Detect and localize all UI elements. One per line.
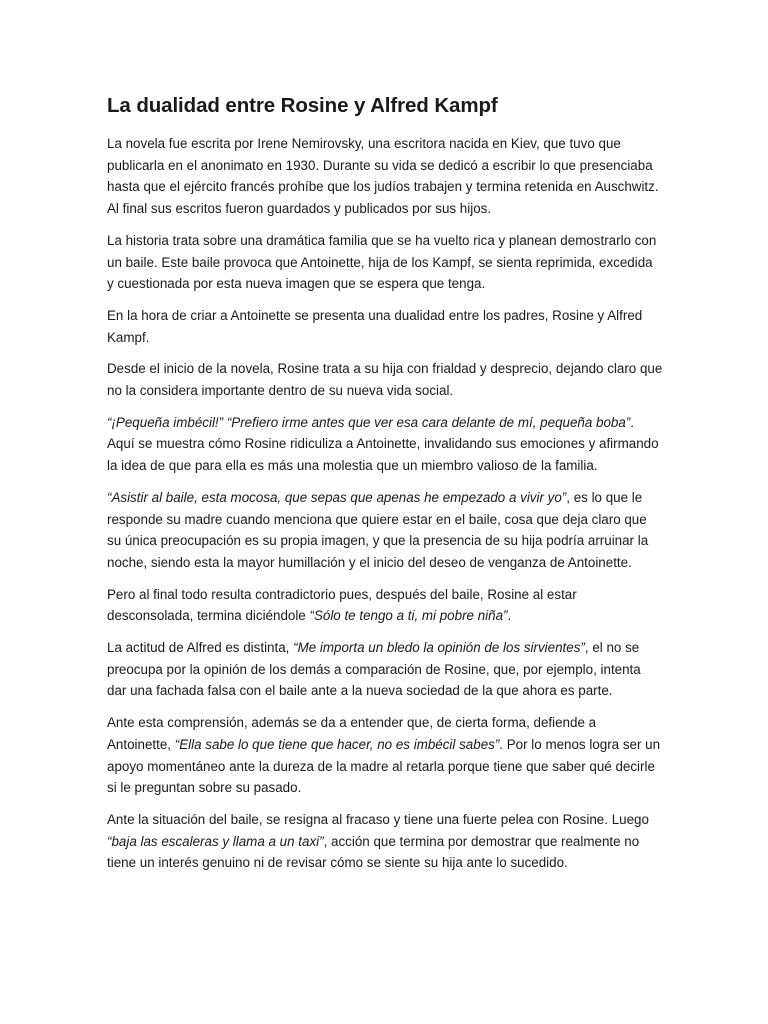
quote-text: “¡Pequeña imbécil!” “Prefiero irme antes que ver esa cara delante de mí, pequeña boba”: [107, 414, 631, 430]
document-page: [107, 92, 663, 884]
paragraph: [107, 809, 663, 874]
paragraph: [107, 412, 663, 477]
paragraph-text: .: [507, 608, 512, 624]
paragraph: [107, 133, 663, 220]
paragraph-text: . Aquí se muestra cómo Rosine ridiculiza a Antoinette, invalidando sus emociones y afirmando la idea de que para ella es más una molestia que un miembro valioso de la familia.: [107, 414, 659, 474]
paragraph: [107, 305, 663, 348]
paragraph-text: , acción que termina por demostrar que realmente no tiene un interés genuino ni de revisar cómo se siente su hija ante lo sucedido.: [107, 833, 640, 871]
paragraph: [107, 358, 663, 401]
document-title: La dualidad entre Rosine y Alfred Kampf: [107, 94, 498, 117]
paragraph-text: . Por lo menos logra ser un apoyo momentáneo ante la dureza de la madre al retarla porque tiene que saber qué decirle si le preguntan sobre su pasado.: [107, 736, 661, 796]
quote-text: “Sólo te tengo a ti, mi pobre niña”: [309, 608, 508, 624]
quote-text: “Me importa un bledo la opinión de los sirvientes”: [293, 640, 585, 656]
paragraph-text: La actitud de Alfred es distinta,: [107, 640, 294, 656]
paragraph-text: Pero al final todo resulta contradictorio pues, después del baile, Rosine al estar desconsolada, termina diciéndole: [107, 586, 577, 624]
quote-text: “Asistir al baile, esta mocosa, que sepas que apenas he empezado a vivir yo”: [107, 489, 567, 505]
paragraph-text: Desde el inicio de la novela, Rosine trata a su hija con frialdad y desprecio, dejando claro que no la considera importante dentro de su nueva vida social.: [107, 361, 663, 399]
document-body: [107, 133, 663, 874]
paragraph-text: Ante esta comprensión, además se da a entender que, de cierta forma, defiende a Antoinette,: [107, 715, 597, 752]
paragraph: [107, 712, 663, 799]
paragraph-text: La novela fue escrita por Irene Nemirovsky, una escritora nacida en Kiev, que tuvo que publicarla en el anonimato en 1930. Durante su vida se dedicó a escribir lo que presenciaba hasta que el ejército francés prohíbe que los judíos trabajen y termina retenida en Auschwitz. Al final sus escritos fueron guardados y publicados por sus hijos.: [107, 136, 659, 217]
quote-text: “baja las escaleras y llama a un taxi”: [107, 833, 324, 849]
paragraph-text: La historia trata sobre una dramática familia que se ha vuelto rica y planean demostrarlo con un baile. Este baile provoca que Antoinette, hija de los Kampf, se sienta reprimida, excedida y cuestionada por esta nueva imagen que se espera que tenga.: [107, 232, 657, 292]
paragraph-text: , el no se preocupa por la opinión de los demás a comparación de Rosine, que, por ejemplo, intenta dar una fachada falsa con el baile ante a la nueva sociedad de la que ahora es parte.: [107, 640, 641, 699]
paragraph: [107, 637, 663, 702]
paragraph-text: Ante la situación del baile, se resigna al fracaso y tiene una fuerte pelea con Rosine. Luego: [107, 811, 649, 827]
paragraph: [107, 230, 663, 295]
paragraph: [107, 584, 663, 627]
paragraph-text: En la hora de criar a Antoinette se presenta una dualidad entre los padres, Rosine y Alfred Kampf.: [107, 307, 643, 345]
quote-text: “Ella sabe lo que tiene que hacer, no es imbécil sabes”: [174, 736, 500, 752]
paragraph: [107, 487, 663, 574]
paragraph-text: , es lo que le responde su madre cuando menciona que quiere estar en el baile, cosa que deja claro que su única preocupación es su propia imagen, y que la presencia de su hija podría arruinar la noche, siendo esta la mayor humillación y el inicio del deseo de venganza de Antoinette.: [107, 489, 649, 570]
